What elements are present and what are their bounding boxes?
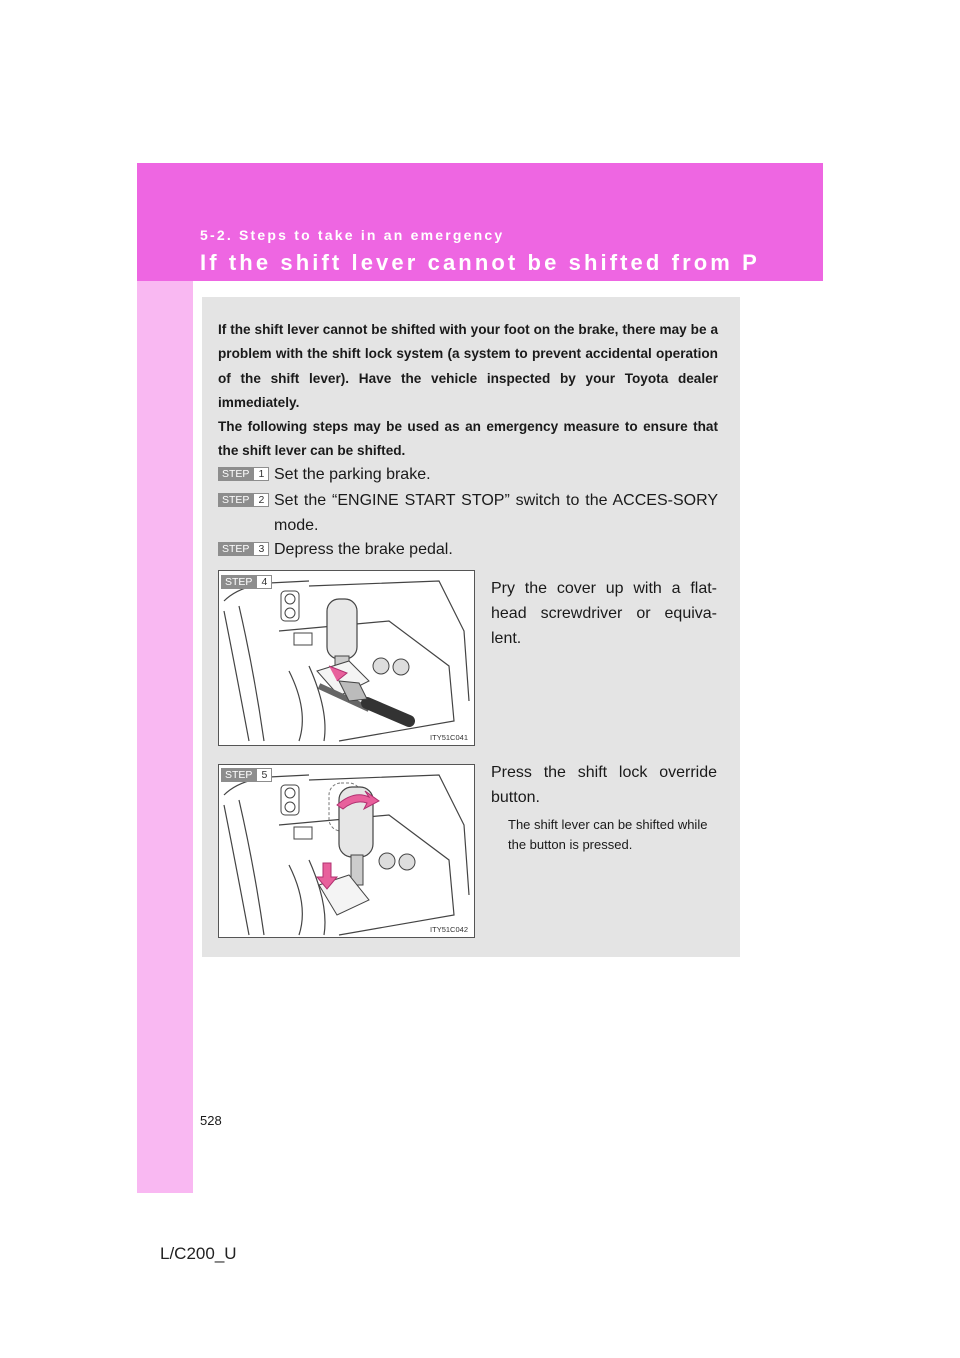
step-number: 1 bbox=[253, 467, 269, 481]
illustration-code: ITY51C042 bbox=[430, 925, 468, 934]
step-word: STEP bbox=[221, 575, 256, 589]
step-3-badge bbox=[218, 542, 269, 556]
side-band bbox=[137, 163, 193, 1193]
page-number: 528 bbox=[200, 1113, 222, 1128]
step-2-text: Set the “ENGINE START STOP” switch to the ACCES-SORY mode. bbox=[274, 492, 718, 534]
intro-paragraph-1: If the shift lever cannot be shifted with your foot on the brake, there may be a problem with the shift lock system (a system to prevent accidental operation of the shift lever). Have the vehicle inspected by your Toyota dealer immediately. bbox=[218, 322, 718, 410]
step-5-note: The shift lever can be shifted while the button is pressed. bbox=[508, 817, 708, 852]
step-3-text: Depress the brake pedal. bbox=[274, 541, 453, 558]
step-word: STEP bbox=[218, 467, 253, 481]
illustration-code: ITY51C041 bbox=[430, 733, 468, 742]
step-5-text: Press the shift lock override button. bbox=[491, 764, 717, 806]
shift-override-image bbox=[219, 765, 474, 937]
step-word: STEP bbox=[221, 768, 256, 782]
step-word: STEP bbox=[218, 542, 253, 556]
step-1-badge bbox=[218, 467, 269, 481]
step-2-badge bbox=[218, 493, 269, 507]
step-number: 4 bbox=[256, 575, 272, 589]
step-1-text: Set the parking brake. bbox=[274, 466, 431, 483]
step-4-illustration bbox=[218, 570, 475, 746]
footer-code: L/C200_U bbox=[160, 1244, 237, 1263]
page-title: If the shift lever cannot be shifted from P bbox=[200, 250, 760, 275]
step-number: 3 bbox=[253, 542, 269, 556]
shift-console-image bbox=[219, 571, 474, 745]
step-4-badge bbox=[221, 575, 272, 589]
intro-text bbox=[218, 318, 718, 464]
step-number: 5 bbox=[256, 768, 272, 782]
intro-paragraph-2: The following steps may be used as an emergency measure to ensure that the shift lever can be shifted. bbox=[218, 419, 718, 459]
step-number: 2 bbox=[253, 493, 269, 507]
step-word: STEP bbox=[218, 493, 253, 507]
step-4-text: Pry the cover up with a flat-head screwdriver or equiva-lent. bbox=[491, 580, 717, 647]
step-5-illustration bbox=[218, 764, 475, 938]
section-label: 5-2. Steps to take in an emergency bbox=[200, 227, 505, 243]
step-5-badge bbox=[221, 768, 272, 782]
